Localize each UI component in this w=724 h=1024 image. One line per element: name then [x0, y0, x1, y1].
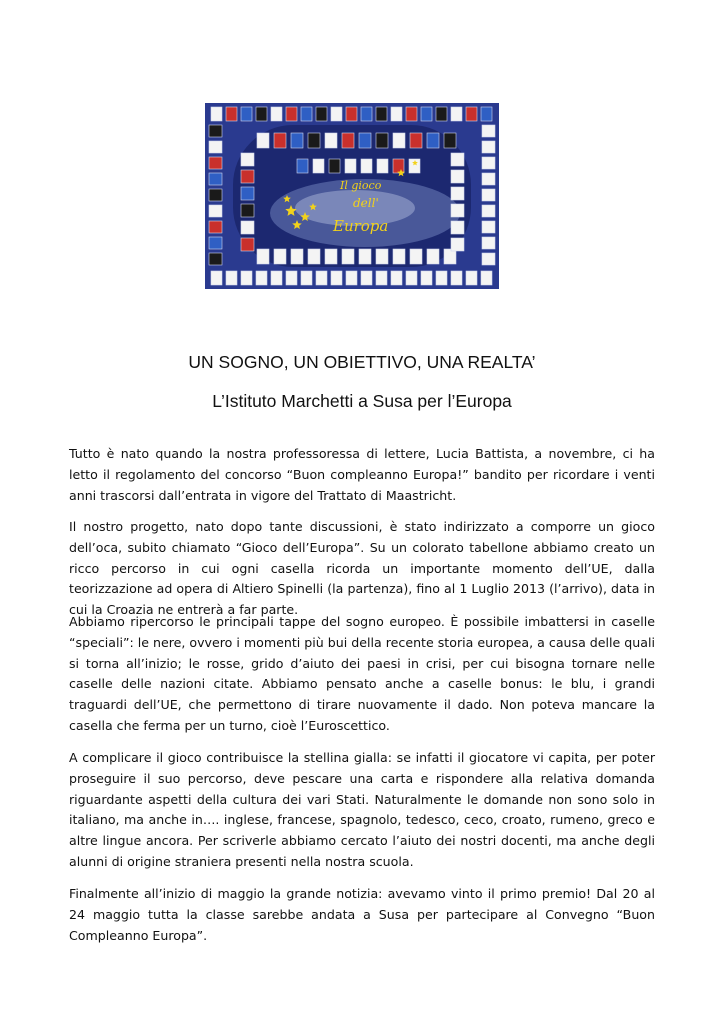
board-tile	[209, 253, 222, 265]
board-tile	[376, 271, 387, 285]
board-tile	[361, 107, 372, 121]
board-tile	[241, 238, 254, 251]
board-tile	[257, 133, 269, 148]
board-tile	[286, 271, 297, 285]
board-tile	[444, 133, 456, 148]
paragraph-1: Tutto è nato quando la nostra professoressa di lettere, Lucia Battista, a novembre, ci ha letto il regolamento del concorso “Buon compleanno Europa!” bandito per ricordare i venti anni trascorsi dall’entrata in vigore del Trattato di Maastricht.	[69, 446, 655, 503]
board-tile	[325, 249, 337, 264]
board-tile	[466, 271, 477, 285]
board-tile	[297, 159, 308, 173]
board-tile	[209, 237, 222, 249]
board-tile	[376, 107, 387, 121]
board-tile	[482, 125, 495, 137]
board-tile	[226, 271, 237, 285]
board-tile	[451, 153, 464, 166]
board-tile	[271, 107, 282, 121]
board-tile	[466, 107, 477, 121]
board-tile	[331, 271, 342, 285]
board-tile	[451, 170, 464, 183]
board-tile	[376, 133, 388, 148]
board-tile	[342, 133, 354, 148]
board-tile	[482, 237, 495, 249]
board-tile	[271, 271, 282, 285]
board-tile	[325, 133, 337, 148]
svg-text:Il gioco: Il gioco	[340, 179, 382, 192]
board-tile	[241, 221, 254, 234]
board-tile	[331, 107, 342, 121]
svg-text:Europa: Europa	[333, 217, 389, 235]
board-tile	[451, 238, 464, 251]
board-tile	[209, 205, 222, 217]
board-tile	[274, 249, 286, 264]
board-tile	[308, 133, 320, 148]
page-subtitle: L’Istituto Marchetti a Susa per l’Europa	[212, 391, 512, 411]
board-tile	[451, 107, 462, 121]
board-tile	[359, 249, 371, 264]
board-tile	[209, 157, 222, 169]
board-tile	[481, 271, 492, 285]
board-tile	[482, 205, 495, 217]
board-tile	[393, 249, 405, 264]
board-tile	[308, 249, 320, 264]
board-tile	[241, 204, 254, 217]
board-tile	[209, 125, 222, 137]
board-tile	[481, 107, 492, 121]
board-tile	[377, 159, 388, 173]
board-tile	[209, 189, 222, 201]
board-tile	[359, 133, 371, 148]
board-tile	[361, 271, 372, 285]
board-tile	[256, 107, 267, 121]
svg-text:dell': dell'	[353, 196, 379, 210]
board-tile	[391, 271, 402, 285]
page-title: UN SOGNO, UN OBIETTIVO, UNA REALTA’	[188, 352, 536, 372]
board-tile	[291, 249, 303, 264]
board-tile	[209, 173, 222, 185]
board-tile	[313, 159, 324, 173]
board-tile	[209, 141, 222, 153]
paragraph-4: A complicare il gioco contribuisce la stellina gialla: se infatti il giocatore vi capita, per poter proseguire il suo percorso, deve pescare una carta e rispondere alla relativa domanda riguardante aspetti della cultura dei vari Stati. Naturalmente le domande non sono solo in italiano, ma anche in…. inglese, francese, spagnolo, tedesco, ceco, croato, rumeno, greco e altre lingue ancora. Per scriverle abbiamo cercato l’aiuto dei nostri docenti, ma anche degli alunni di origine straniera presenti nella nostra scuola.	[69, 750, 655, 869]
board-tile	[241, 170, 254, 183]
board-tile	[346, 107, 357, 121]
paragraph-2: Il nostro progetto, nato dopo tante discussioni, è stato indirizzato a comporre un gioco dell’oca, subito chiamato “Gioco dell’Europa”. Su un colorato tabellone abbiamo creato un ricco percorso in cui ogni casella ricorda un importante momento dell’UE, dalla teorizzazione ad opera di Altiero Spinelli (la partenza), fino al 1 Luglio 2013 (l’arrivo), data in cui la Croazia ne entrerà a far parte.	[69, 519, 655, 618]
board-tile	[226, 107, 237, 121]
board-tile	[406, 271, 417, 285]
board-tile	[241, 153, 254, 166]
board-tile	[410, 249, 422, 264]
board-tile	[286, 107, 297, 121]
board-tile	[393, 133, 405, 148]
board-tile	[427, 249, 439, 264]
board-tile	[316, 271, 327, 285]
board-tile	[342, 249, 354, 264]
board-tile	[376, 249, 388, 264]
board-tile	[421, 107, 432, 121]
board-tile	[346, 271, 357, 285]
board-tile	[316, 107, 327, 121]
paragraph-5: Finalmente all’inizio di maggio la grande notizia: avevamo vinto il primo premio! Dal 20 al 24 maggio tutta la classe sarebbe andata a Susa per partecipare al Convegno “Buon Compleanno Europa”.	[69, 886, 655, 943]
board-game-photo	[205, 103, 499, 289]
board-tile	[436, 271, 447, 285]
board-tile	[482, 253, 495, 265]
board-tile	[436, 107, 447, 121]
board-tile	[482, 141, 495, 153]
board-tile	[257, 249, 269, 264]
board-tile	[241, 187, 254, 200]
board-tile	[482, 173, 495, 185]
board-tile	[301, 107, 312, 121]
board-tile	[482, 157, 495, 169]
board-tile	[410, 133, 422, 148]
board-tile	[482, 221, 495, 233]
board-tile	[209, 221, 222, 233]
board-tile	[421, 271, 432, 285]
board-tile	[274, 133, 286, 148]
board-tile	[391, 107, 402, 121]
board-tile	[329, 159, 340, 173]
board-tile	[241, 271, 252, 285]
board-tile	[241, 107, 252, 121]
board-tile	[451, 187, 464, 200]
board-tile	[427, 133, 439, 148]
board-tile	[256, 271, 267, 285]
board-tile	[211, 271, 222, 285]
board-tile	[406, 107, 417, 121]
board-tile	[482, 189, 495, 201]
board-tile	[361, 159, 372, 173]
board-tile	[211, 107, 222, 121]
board-game-illustration	[205, 103, 499, 289]
board-tile	[345, 159, 356, 173]
board-tile	[451, 221, 464, 234]
board-tile	[393, 159, 404, 173]
board-tile	[451, 271, 462, 285]
board-tile	[409, 159, 420, 173]
board-tile	[451, 204, 464, 217]
board-tile	[291, 133, 303, 148]
board-tile	[301, 271, 312, 285]
paragraph-3: Abbiamo ripercorso le principali tappe del sogno europeo. È possibile imbattersi in caselle “speciali”: le nere, ovvero i momenti più bui della recente storia europea, a causa delle quali si torna all’inizio; le rosse, grido d’aiuto dei paesi in crisi, per cui bisogna tornare nelle caselle delle nazioni citate. Abbiamo pensato anche a caselle bonus: le blu, i grandi traguardi dell’UE, che permettono di tirare nuovamente il dado. Non poteva mancare la casella che ferma per un turno, cioè l’Euroscettico.	[69, 614, 655, 733]
